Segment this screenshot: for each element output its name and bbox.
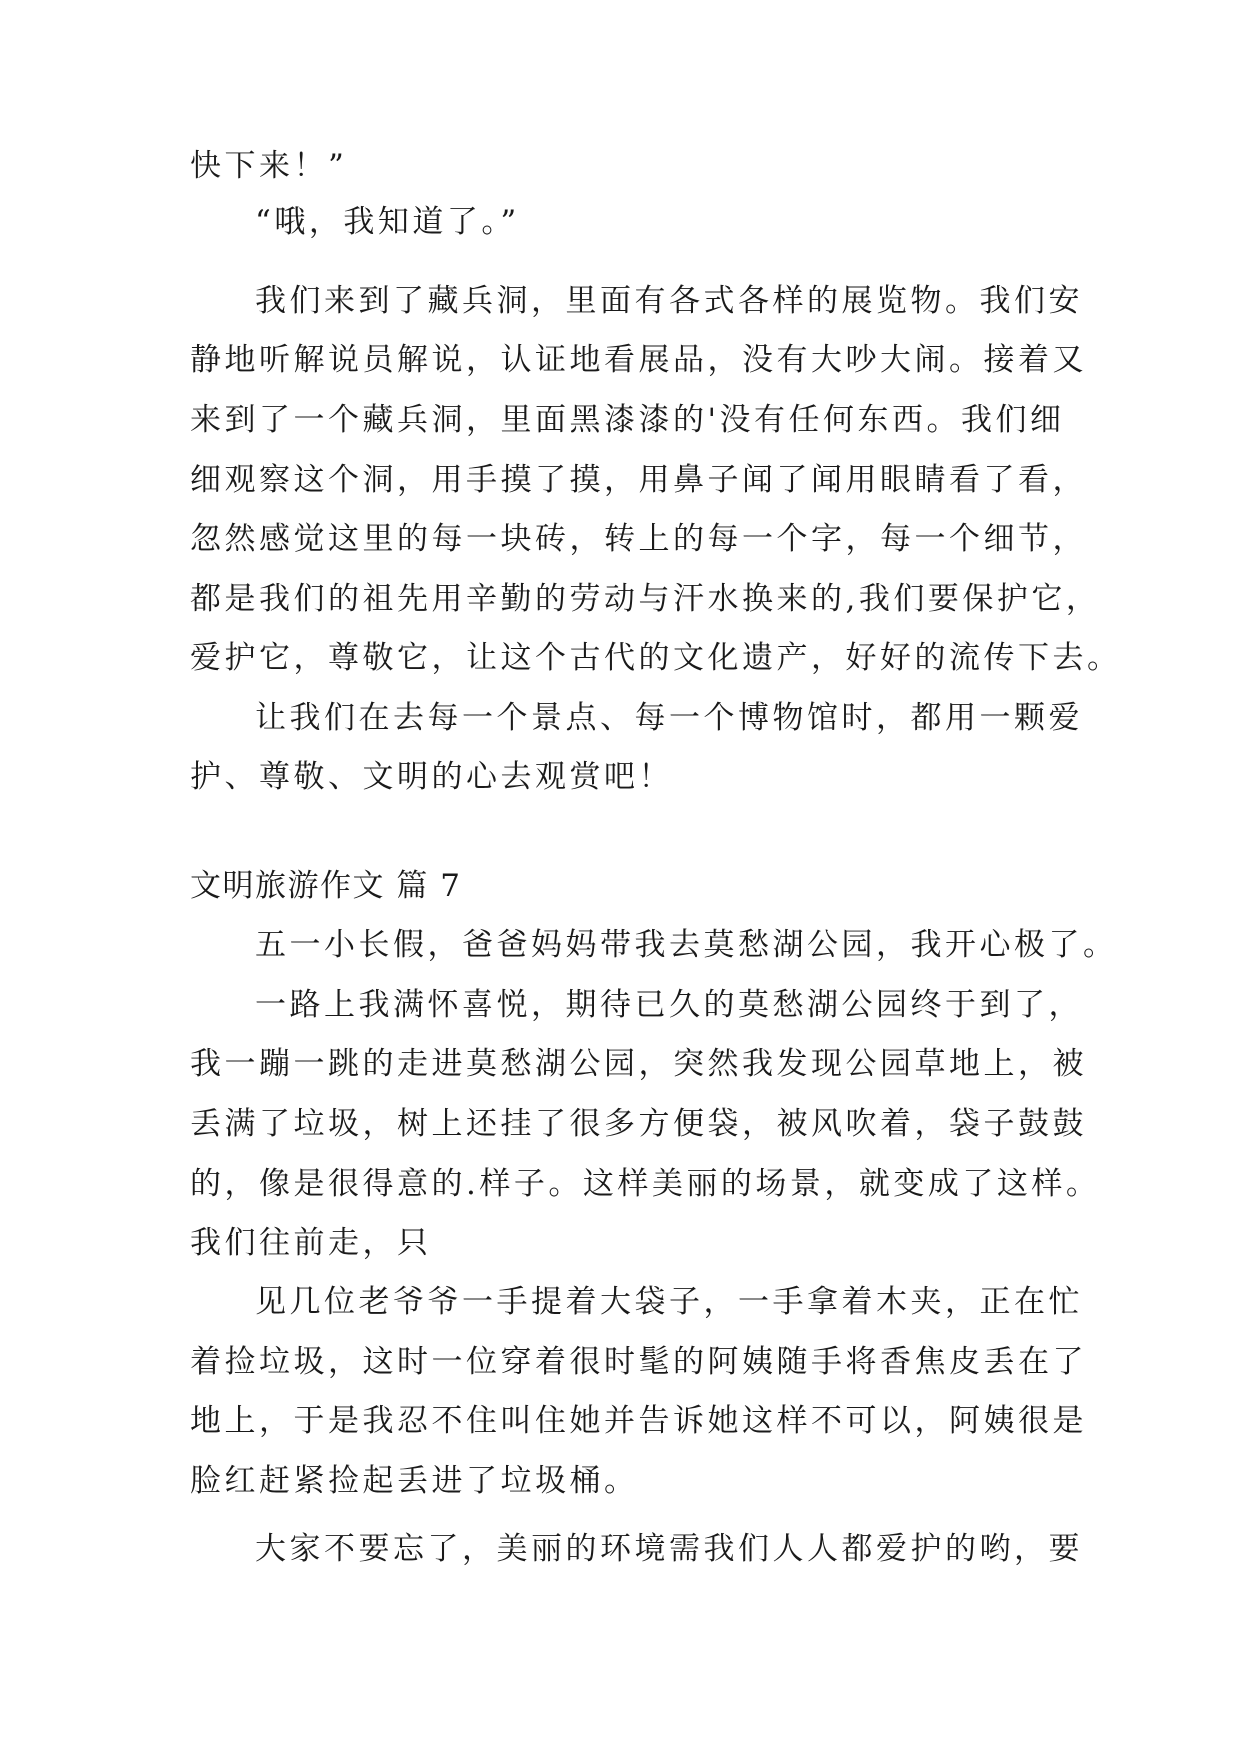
text-line: 脸红赶紧捡起丢进了垃圾桶。 — [190, 1463, 639, 1499]
text-line: 我们往前走，只 — [190, 1225, 432, 1261]
text-line: 都是我们的祖先用辛勤的劳动与汗水换来的,我们要保护它， — [190, 581, 1101, 617]
text-line: 来到了一个藏兵洞，里面黑漆漆的'没有任何东西。我们细 — [190, 402, 1065, 438]
text-line: 一路上我满怀喜悦，期待已久的莫愁湖公园终于到了， — [255, 987, 1083, 1023]
text-line: 护、尊敬、文明的心去观赏吧！ — [190, 759, 673, 795]
text-line: 地上，于是我忍不住叫住她并告诉她这样不可以，阿姨很是 — [190, 1403, 1087, 1439]
text-line: 细观察这个洞，用手摸了摸，用鼻子闻了闻用眼睛看了看， — [190, 462, 1087, 498]
text-line: 我一蹦一跳的走进莫愁湖公园，突然我发现公园草地上，被 — [190, 1046, 1087, 1082]
text-line: 的，像是很得意的.样子。这样美丽的场景，就变成了这样。 — [190, 1166, 1101, 1202]
text-line: “哦，我知道了。” — [255, 204, 520, 240]
text-line: 爱护它，尊敬它，让这个古代的文化遗产，好好的流传下去。 — [190, 640, 1122, 676]
text-line: 静地听解说员解说，认证地看展品，没有大吵大闹。接着又 — [190, 342, 1087, 378]
text-line: 快下来！” — [190, 148, 348, 184]
text-line: 大家不要忘了，美丽的环境需我们人人都爱护的哟，要 — [255, 1531, 1083, 1567]
text-line: 让我们在去每一个景点、每一个博物馆时，都用一颗爱 — [255, 700, 1083, 736]
section-heading: 文明旅游作文 篇 7 — [190, 868, 462, 904]
text-line: 五一小长假，爸爸妈妈带我去莫愁湖公园，我开心极了。 — [255, 927, 1118, 963]
text-line: 见几位老爷爷一手提着大袋子，一手拿着木夹，正在忙 — [255, 1284, 1083, 1320]
text-line: 着捡垃圾，这时一位穿着很时髦的阿姨随手将香焦皮丢在了 — [190, 1344, 1087, 1380]
text-line: 丢满了垃圾，树上还挂了很多方便袋，被风吹着，袋子鼓鼓 — [190, 1106, 1087, 1142]
text-line: 忽然感觉这里的每一块砖，转上的每一个字，每一个细节， — [190, 521, 1087, 557]
text-line: 我们来到了藏兵洞，里面有各式各样的展览物。我们安 — [255, 283, 1083, 319]
